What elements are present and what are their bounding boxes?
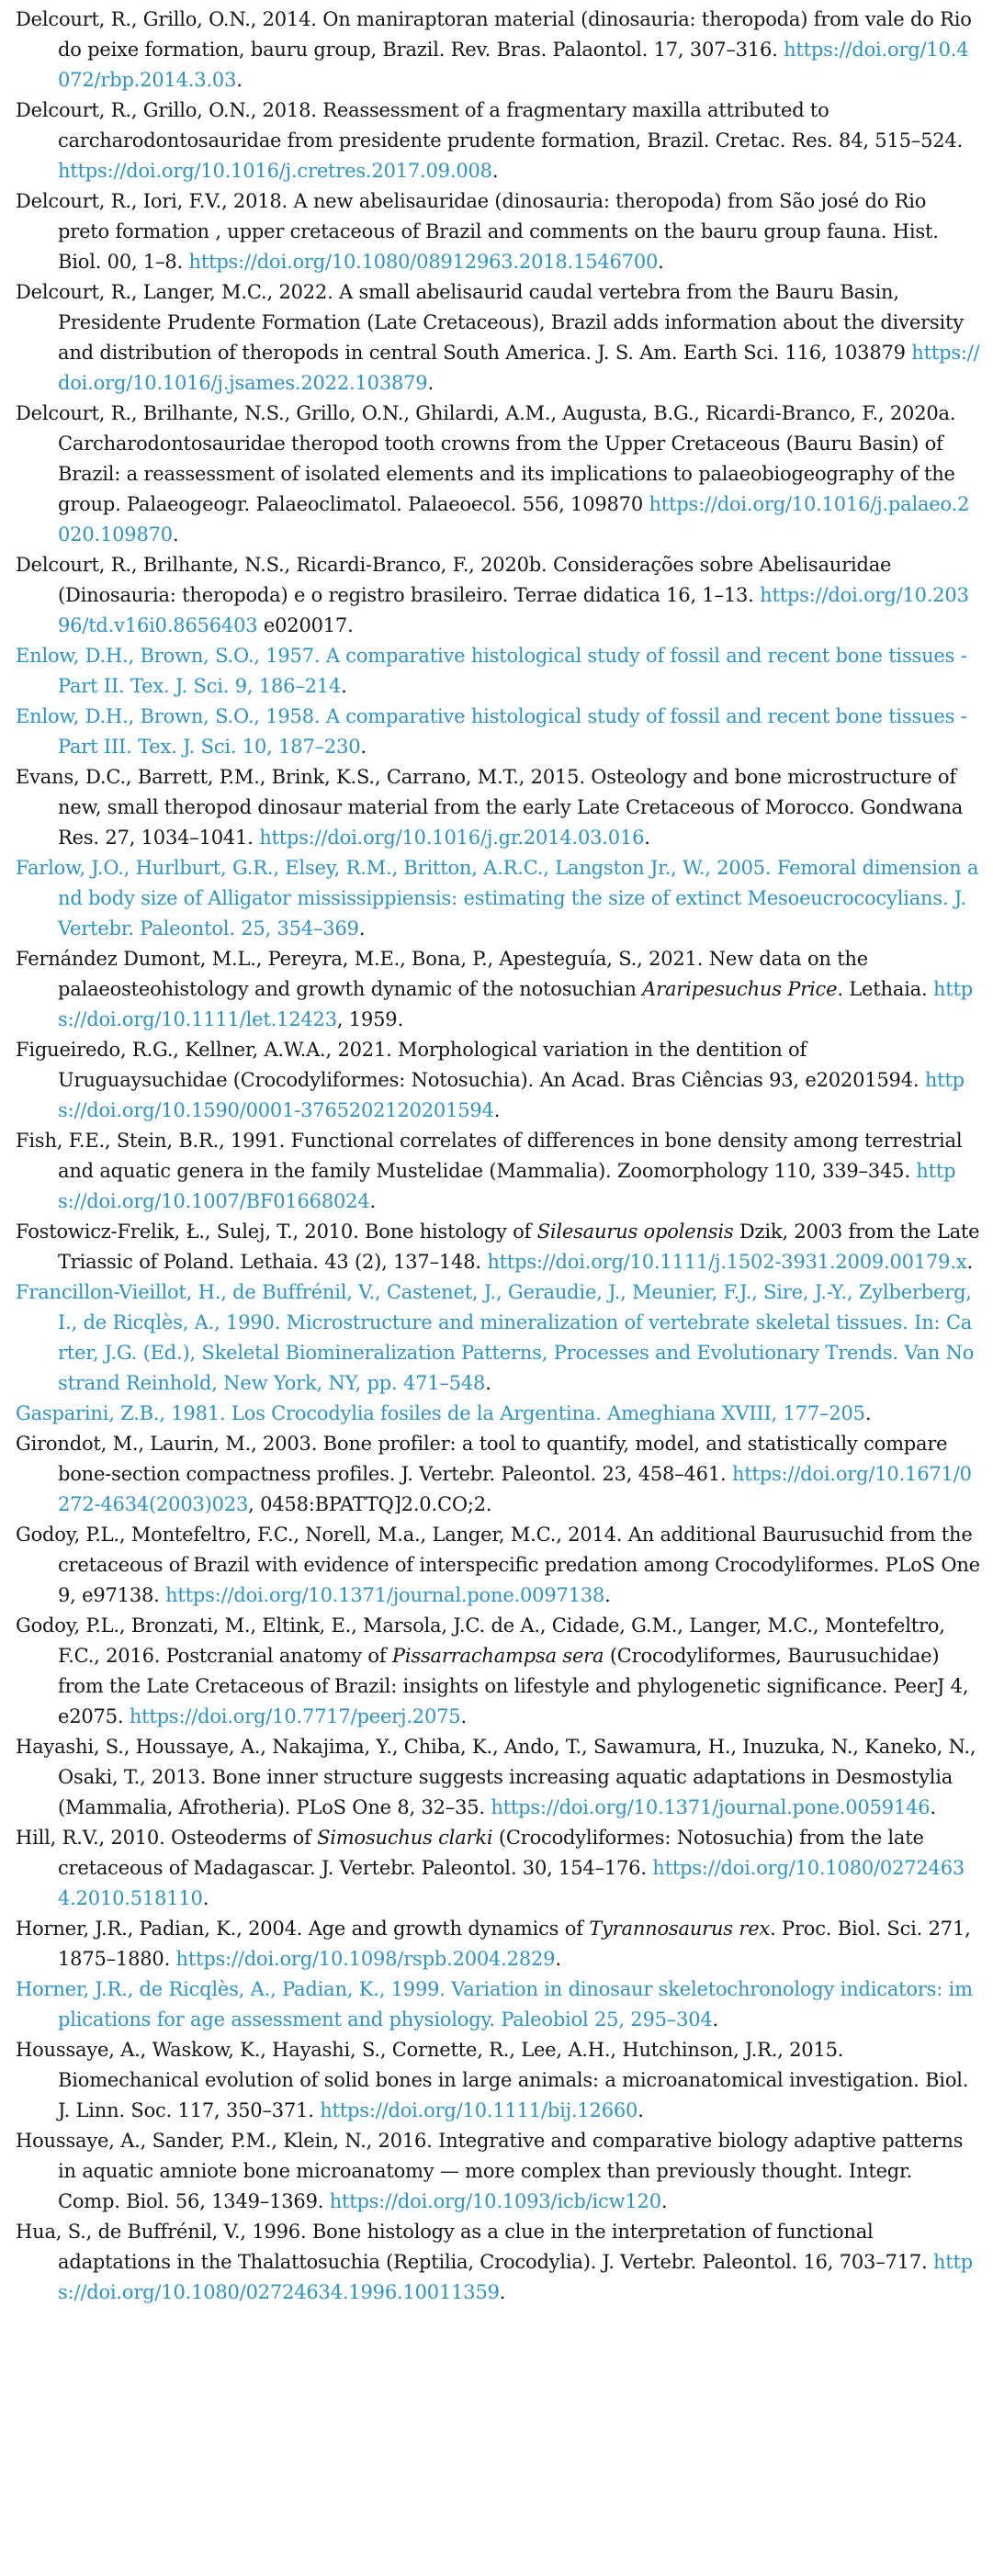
doi-link[interactable]: https://doi.org/10.20396/td.v16i0.8656403 bbox=[58, 584, 969, 636]
doi-link[interactable]: https://doi.org/10.7717/peerj.2075 bbox=[129, 1705, 461, 1727]
doi-link[interactable]: https://doi.org/10.1590/0001-3765202120201594 bbox=[58, 1069, 965, 1121]
reference-text: . bbox=[202, 1887, 209, 1909]
reference-item bbox=[16, 2035, 980, 2126]
reference-item bbox=[16, 1732, 980, 1823]
doi-link[interactable]: https://doi.org/10.1671/0272-4634(2003)023 bbox=[58, 1463, 972, 1515]
reference-text: Fish, F.E., Stein, B.R., 1991. Functional correlates of differences in bone density among terrestrial and aquatic genera in the family Mustelidae (Mammalia). Zoomorphology 110, 339–345. bbox=[16, 1130, 963, 1182]
reference-item bbox=[16, 2217, 980, 2308]
reference-text: . bbox=[712, 2008, 719, 2030]
reference-item bbox=[16, 944, 980, 1035]
doi-link[interactable]: Francillon-Vieillot, H., de Buffrénil, V., Castenet, J., Geraudie, J., Meunier, F.J., Sire, J.-Y., Zylberberg, I., de Ricqlès, A., 1990. Microstructure and mineralization of vertebrate skeletal tissues. In: Carter, J.G. (Ed.), Skeletal Biomineralization Patterns, Processes and Evolutionary Trends. Van Nostrand Reinhold, New York, NY, pp. 471–548 bbox=[16, 1281, 975, 1394]
reference-text: Houssaye, A., Waskow, K., Hayashi, S., Cornette, R., Lee, A.H., Hutchinson, J.R., 2015. Biomechanical evolution of solid bones in large animals: a microanatomical investigation. Biol. J. Linn. Soc. 117, 350–371. bbox=[16, 2039, 969, 2121]
reference-text: Delcourt, R., Brilhante, N.S., Ricardi-Branco, F., 2020b. Considerações sobre Abelisauridae (Dinosauria: theropoda) e o registro brasileiro. Terrae didatica 16, 1–13. bbox=[16, 554, 892, 606]
reference-item bbox=[16, 641, 980, 702]
doi-link[interactable]: https://doi.org/10.1016/j.jsames.2022.103879 bbox=[58, 342, 980, 394]
reference-text: (Crocodyliformes, Baurusuchidae) from the Late Cretaceous of Brazil: insights on lifestyle and phylogenetic significance. PeerJ 4, e2075. bbox=[58, 1645, 969, 1727]
reference-text: . bbox=[658, 251, 664, 273]
doi-link[interactable]: https://doi.org/10.1016/j.gr.2014.03.016 bbox=[259, 827, 645, 849]
reference-item bbox=[16, 853, 980, 944]
reference-text: (Crocodyliformes: Notosuchia) from the late cretaceous of Madagascar. J. Vertebr. Paleontol. 30, 154–176. bbox=[58, 1827, 924, 1879]
reference-text: . Proc. Biol. Sci. 271, 1875–1880. bbox=[58, 1918, 971, 1970]
reference-text: . bbox=[485, 1372, 491, 1394]
taxon-name: Araripesuchus Price bbox=[642, 978, 838, 1000]
reference-text: . bbox=[358, 917, 366, 939]
reference-item bbox=[16, 96, 980, 186]
doi-link[interactable]: Horner, J.R., de Ricqlès, A., Padian, K., 1999. Variation in dinosaur skeletochronology indicators: implications for age assessment and physiology. Paleobiol 25, 295–304 bbox=[16, 1978, 973, 2030]
doi-link[interactable]: Enlow, D.H., Brown, S.O., 1957. A comparative histological study of fossil and recent bone tissues - Part II. Tex. J. Sci. 9, 186–214 bbox=[16, 645, 967, 697]
doi-link[interactable]: https://doi.org/10.1080/02724634.2010.518110 bbox=[58, 1857, 965, 1909]
reference-text: . bbox=[966, 1251, 973, 1273]
reference-item bbox=[16, 1217, 980, 1277]
reference-text: . bbox=[341, 675, 347, 697]
reference-text: . bbox=[604, 1584, 611, 1606]
reference-item bbox=[16, 2126, 980, 2217]
reference-text: . bbox=[930, 1796, 936, 1818]
reference-text: Figueiredo, R.G., Kellner, A.W.A., 2021. Morphological variation in the dentition of Uruguaysuchidae (Crocodyliformes: Notosuchia). An Acad. Bras Ciências 93, e20201594. bbox=[16, 1039, 925, 1091]
reference-text: Delcourt, R., Grillo, O.N., 2018. Reassessment of a fragmentary maxilla attributed to carcharodontosauridae from presidente prudente formation, Brazil. Cretac. Res. 84, 515–524. bbox=[16, 99, 964, 152]
reference-text: Hua, S., de Buffrénil, V., 1996. Bone histology as a clue in the interpretation of functional adaptations in the Thalattosuchia (Reptilia, Crocodylia). J. Vertebr. Paleontol. 16, 703–717. bbox=[16, 2221, 933, 2273]
reference-text: , 1959. bbox=[336, 1008, 403, 1030]
reference-text: Godoy, P.L., Bronzati, M., Eltink, E., Marsola, J.C. de A., Cidade, G.M., Langer, M.C., Montefeltro, F.C., 2016. Postcranial anatomy of bbox=[16, 1614, 945, 1667]
reference-item bbox=[16, 277, 980, 399]
reference-text: Fernández Dumont, M.L., Pereyra, M.E., Bona, P., Apesteguía, S., 2021. New data on the palaeosteohistology and growth dynamic of the notosuchian bbox=[16, 948, 868, 1000]
reference-text: Girondot, M., Laurin, M., 2003. Bone profiler: a tool to quantify, model, and statistically compare bone-section compactness profiles. J. Vertebr. Paleontol. 23, 458–461. bbox=[16, 1433, 948, 1485]
reference-text: Horner, J.R., Padian, K., 2004. Age and growth dynamics of bbox=[16, 1918, 590, 1940]
doi-link[interactable]: https://doi.org/10.1371/journal.pone.0059146 bbox=[491, 1796, 931, 1818]
reference-item bbox=[16, 1429, 980, 1520]
reference-text: . bbox=[491, 160, 499, 182]
reference-text: e020017. bbox=[257, 614, 354, 636]
reference-text: Delcourt, R., Brilhante, N.S., Grillo, O.N., Ghilardi, A.M., Augusta, B.G., Ricardi-Branco, F., 2020a. Carcharodontosauridae theropod tooth crowns from the Upper Cretaceous (Bauru Basin) of Brazil: a reassessment of isolated elements and its implications to palaeobiogeography of the group. Palaeogeogr. Palaeoclimatol. Palaeoecol. 556, 109870 bbox=[16, 402, 956, 515]
doi-link[interactable]: https://doi.org/10.1080/08912963.2018.1546700 bbox=[188, 251, 659, 273]
reference-text: . bbox=[644, 827, 650, 849]
reference-item bbox=[16, 1974, 980, 2035]
reference-text: Hill, R.V., 2010. Osteoderms of bbox=[16, 1827, 318, 1849]
reference-text: . bbox=[660, 2190, 668, 2212]
reference-text: . bbox=[172, 523, 179, 546]
reference-text: . Lethaia. bbox=[837, 978, 933, 1000]
reference-text: . bbox=[555, 1948, 561, 1970]
reference-text: Delcourt, R., Iori, F.V., 2018. A new abelisauridae (dinosauria: theropoda) from São josé do Rio preto formation , upper cretaceous of Brazil and comments on the bauru group fauna. Hist. Biol. 00, 1–8. bbox=[16, 190, 939, 273]
reference-item bbox=[16, 1277, 980, 1399]
reference-text: . bbox=[864, 1402, 872, 1424]
doi-link[interactable]: https://doi.org/10.1016/j.palaeo.2020.109870 bbox=[58, 493, 970, 546]
reference-item bbox=[16, 1035, 980, 1126]
taxon-name: Tyrannosaurus rex bbox=[589, 1918, 771, 1940]
reference-text: . bbox=[499, 2281, 506, 2303]
doi-link[interactable]: https://doi.org/10.1111/j.1502-3931.2009.00179.x bbox=[487, 1251, 967, 1273]
reference-text: . bbox=[360, 736, 367, 758]
reference-text: Dzik, 2003 from the Late Triassic of Poland. Lethaia. 43 (2), 137–148. bbox=[58, 1221, 980, 1273]
doi-link[interactable]: https://doi.org/10.1111/bij.12660 bbox=[320, 2099, 638, 2121]
reference-item bbox=[16, 762, 980, 853]
reference-text: Delcourt, R., Langer, M.C., 2022. A small abelisaurid caudal vertebra from the Bauru Basin, Presidente Prudente Formation (Late Cretaceous), Brazil adds information about the diversity and distribution of theropods in central South America. J. S. Am. Earth Sci. 116, 103879 bbox=[16, 281, 964, 364]
doi-link[interactable]: https://doi.org/10.1016/j.cretres.2017.09.008 bbox=[58, 160, 492, 182]
doi-link[interactable]: https://doi.org/10.1098/rspb.2004.2829 bbox=[175, 1948, 556, 1970]
reference-text: . bbox=[427, 372, 434, 394]
doi-link[interactable]: Farlow, J.O., Hurlburt, G.R., Elsey, R.M., Britton, A.R.C., Langston Jr., W., 2005. Femoral dimension and body size of Alligator mississippiensis: estimating the size of extinct Mesoeucrococylians. J. Vertebr. Paleontol. 25, 354–369 bbox=[16, 857, 979, 939]
doi-link[interactable]: https://doi.org/10.1007/BF01668024 bbox=[58, 1160, 956, 1212]
taxon-name: Silesaurus opolensis bbox=[536, 1221, 734, 1243]
reference-text: . bbox=[460, 1705, 467, 1727]
reference-text: . bbox=[369, 1190, 376, 1212]
taxon-name: Simosuchus clarki bbox=[317, 1827, 493, 1849]
reference-item bbox=[16, 1611, 980, 1732]
reference-item bbox=[16, 702, 980, 762]
reference-text: , 0458:BPATTQ]2.0.CO;2. bbox=[248, 1493, 492, 1515]
doi-link[interactable]: Enlow, D.H., Brown, S.O., 1958. A comparative histological study of fossil and recent bone tissues - Part III. Tex. J. Sci. 10, 187–230 bbox=[16, 705, 967, 758]
reference-item bbox=[16, 186, 980, 277]
doi-link[interactable]: https://doi.org/10.4072/rbp.2014.3.03 bbox=[58, 39, 969, 91]
reference-text: Delcourt, R., Grillo, O.N., 2014. On maniraptoran material (dinosauria: theropoda) from vale do Rio do peixe formation, bauru group, Brazil. Rev. Bras. Palaontol. 17, 307–316. bbox=[16, 8, 972, 61]
references-list bbox=[16, 5, 980, 2308]
doi-link[interactable]: https://doi.org/10.1111/let.12423 bbox=[58, 978, 974, 1030]
doi-link[interactable]: https://doi.org/10.1080/02724634.1996.10011359 bbox=[58, 2251, 973, 2303]
reference-text: . bbox=[236, 69, 243, 91]
reference-text: Godoy, P.L., Montefeltro, F.C., Norell, M.a., Langer, M.C., 2014. An additional Baurusuchid from the cretaceous of Brazil with evidence of interspecific predation among Crocodyliformes. PLoS One 9, e97138. bbox=[16, 1524, 980, 1606]
reference-text: Evans, D.C., Barrett, P.M., Brink, K.S., Carrano, M.T., 2015. Osteology and bone microstructure of new, small theropod dinosaur material from the early Late Cretaceous of Morocco. Gondwana Res. 27, 1034–1041. bbox=[16, 766, 964, 849]
reference-text: . bbox=[493, 1099, 501, 1121]
reference-item bbox=[16, 1914, 980, 1974]
doi-link[interactable]: https://doi.org/10.1371/journal.pone.0097138 bbox=[165, 1584, 605, 1606]
reference-item bbox=[16, 399, 980, 550]
doi-link[interactable]: Gasparini, Z.B., 1981. Los Crocodylia fosiles de la Argentina. Ameghiana XVIII, 177–205 bbox=[16, 1402, 865, 1424]
reference-item bbox=[16, 1520, 980, 1611]
reference-item bbox=[16, 550, 980, 641]
reference-text: Houssaye, A., Sander, P.M., Klein, N., 2016. Integrative and comparative biology adaptive patterns in aquatic amniote bone microanatomy — more complex than previously thought. Integr. Comp. Biol. 56, 1349–1369. bbox=[16, 2130, 964, 2212]
reference-item bbox=[16, 1399, 980, 1429]
reference-text: Fostowicz-Frelik, Ł., Sulej, T., 2010. Bone histology of bbox=[16, 1221, 537, 1243]
reference-text: Hayashi, S., Houssaye, A., Nakajima, Y., Chiba, K., Ando, T., Sawamura, H., Inuzuka, N., Kaneko, N., Osaki, T., 2013. Bone inner structure suggests increasing aquatic adaptations in Desmostylia (Mammalia, Afrotheria). PLoS One 8, 32–35. bbox=[16, 1736, 976, 1818]
doi-link[interactable]: https://doi.org/10.1093/icb/icw120 bbox=[329, 2190, 661, 2212]
taxon-name: Pissarrachampsa sera bbox=[391, 1645, 604, 1667]
reference-text: . bbox=[638, 2099, 644, 2121]
reference-item bbox=[16, 1126, 980, 1217]
reference-item bbox=[16, 5, 980, 96]
reference-item bbox=[16, 1823, 980, 1914]
